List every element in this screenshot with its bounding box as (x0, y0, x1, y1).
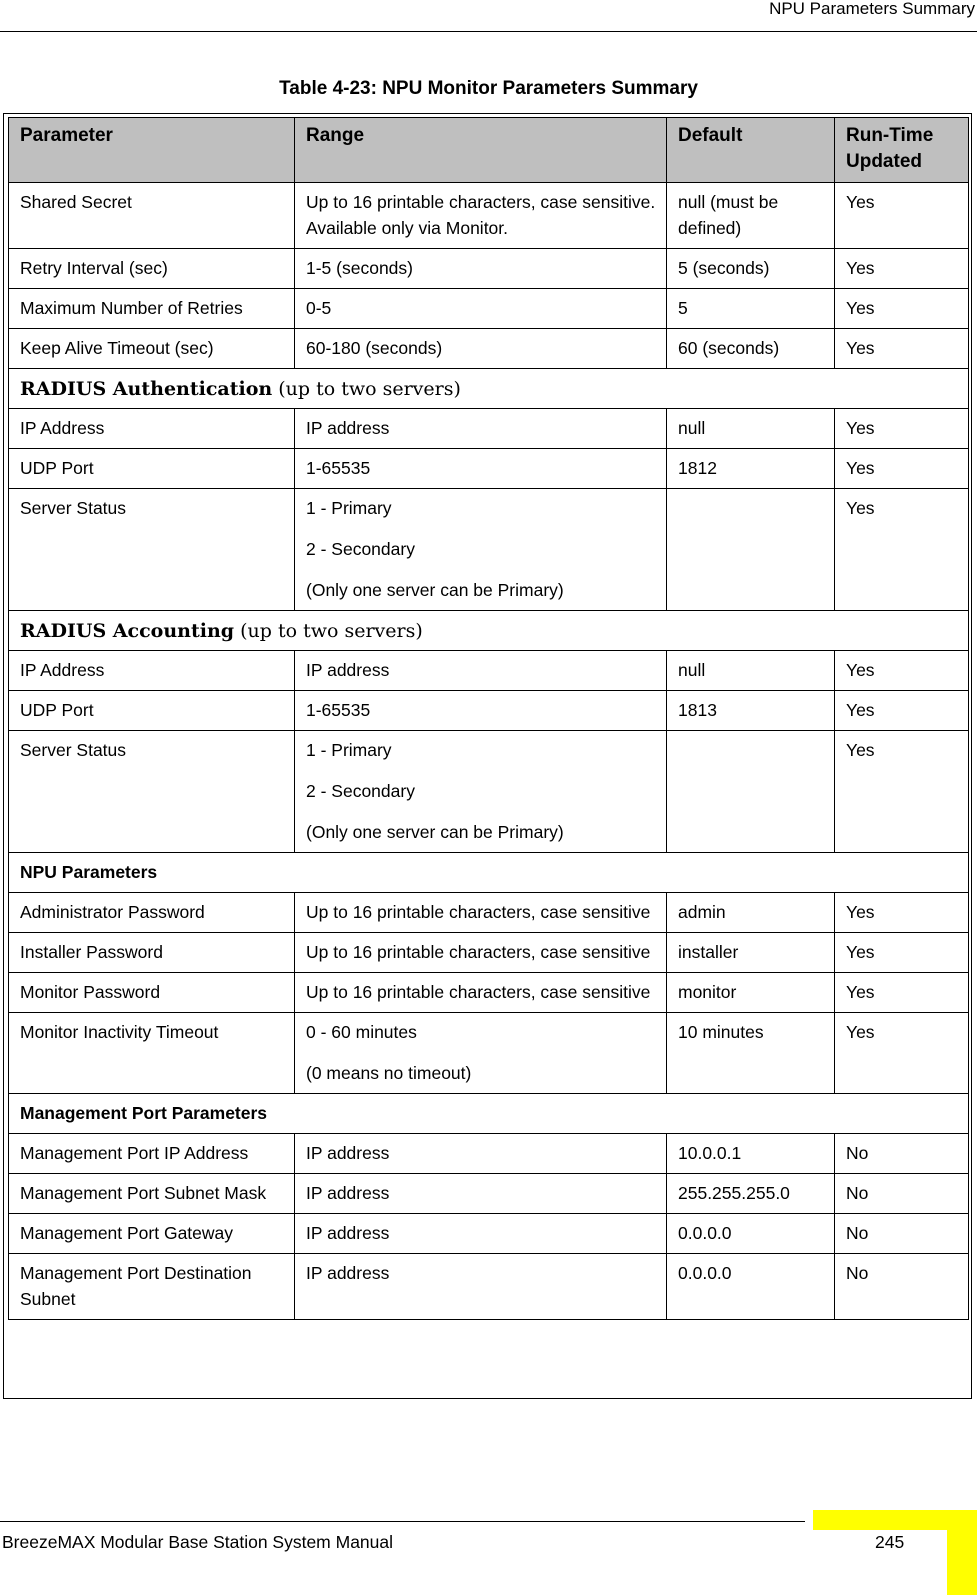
cell-default: 10.0.0.1 (667, 1134, 835, 1174)
table-row (9, 1013, 969, 1094)
cell-default: null (667, 409, 835, 449)
range-line: Up to 16 printable characters, case sensitive (306, 902, 651, 922)
table-row (9, 731, 969, 853)
range-line: 60-180 (seconds) (306, 338, 443, 358)
range-line: IP address (306, 1143, 390, 1163)
cell-default: 255.255.255.0 (667, 1174, 835, 1214)
cell-range (295, 1254, 667, 1320)
range-line: Up to 16 printable characters, case sensitive. Available only via Monitor. (306, 192, 656, 238)
cell-range (295, 183, 667, 249)
section-title: Management Port Parameters (20, 1103, 268, 1123)
cell-runtime-updated: Yes (835, 893, 969, 933)
cell-parameter: IP Address (9, 651, 295, 691)
cell-default: 1813 (667, 691, 835, 731)
table-row (9, 651, 969, 691)
cell-runtime-updated: Yes (835, 289, 969, 329)
range-line: 1-5 (seconds) (306, 258, 413, 278)
range-line: (0 means no timeout) (306, 1063, 472, 1083)
table-row (9, 1174, 969, 1214)
range-line: IP address (306, 660, 390, 680)
cell-runtime-updated: Yes (835, 489, 969, 611)
column-header-range: Range (295, 118, 667, 183)
cell-parameter: Shared Secret (9, 183, 295, 249)
cell-default: monitor (667, 973, 835, 1013)
footer-rule (0, 1521, 805, 1522)
cell-range (295, 289, 667, 329)
cell-range (295, 449, 667, 489)
cell-parameter: UDP Port (9, 449, 295, 489)
section-title: NPU Parameters (20, 862, 158, 882)
cell-default (667, 731, 835, 853)
range-line: IP address (306, 1223, 390, 1243)
range-line: IP address (306, 1183, 390, 1203)
section-title-cell (9, 369, 969, 409)
cell-default: 60 (seconds) (667, 329, 835, 369)
range-line: 2 - Secondary (306, 539, 415, 559)
section-note: (up to two servers) (272, 378, 461, 400)
cell-range (295, 1013, 667, 1094)
range-line: 1 - Primary (306, 740, 392, 760)
section-row (9, 369, 969, 409)
range-line: 0-5 (306, 298, 332, 318)
footer-manual-title: BreezeMAX Modular Base Station System Manual (2, 1532, 394, 1552)
cell-runtime-updated: Yes (835, 1013, 969, 1094)
range-line: 0 - 60 minutes (306, 1022, 417, 1042)
table-body (9, 183, 969, 1320)
table-row (9, 691, 969, 731)
column-header-parameter: Parameter (9, 118, 295, 183)
cell-parameter: Monitor Password (9, 973, 295, 1013)
cell-runtime-updated: Yes (835, 409, 969, 449)
cell-parameter: Administrator Password (9, 893, 295, 933)
range-line: IP address (306, 1263, 390, 1283)
cell-runtime-updated: Yes (835, 651, 969, 691)
cell-runtime-updated: No (835, 1134, 969, 1174)
section-title-cell (9, 611, 969, 651)
cell-parameter: Management Port Destination Subnet (9, 1254, 295, 1320)
cell-default: admin (667, 893, 835, 933)
section-row (9, 853, 969, 893)
cell-range (295, 1214, 667, 1254)
cell-parameter: Server Status (9, 489, 295, 611)
cell-runtime-updated: Yes (835, 249, 969, 289)
section-title-cell (9, 853, 969, 893)
header-rule (0, 31, 977, 32)
range-line: 1 - Primary (306, 498, 392, 518)
cell-default: 0.0.0.0 (667, 1254, 835, 1320)
column-header-runtime-updated: Run-Time Updated (835, 118, 969, 183)
cell-runtime-updated: Yes (835, 449, 969, 489)
table-row (9, 1134, 969, 1174)
column-header-default: Default (667, 118, 835, 183)
cell-parameter: Server Status (9, 731, 295, 853)
table-caption: Table 4-23: NPU Monitor Parameters Summary (279, 78, 698, 99)
range-line: (Only one server can be Primary) (306, 580, 564, 600)
table-row (9, 449, 969, 489)
page-number: 245 (875, 1532, 905, 1552)
table-row (9, 973, 969, 1013)
table-row (9, 289, 969, 329)
range-line: 1-65535 (306, 700, 371, 720)
table-row (9, 329, 969, 369)
cell-runtime-updated: No (835, 1174, 969, 1214)
section-row (9, 611, 969, 651)
table-row (9, 1214, 969, 1254)
section-title: RADIUS Accounting (20, 620, 235, 642)
parameters-table (8, 117, 969, 1320)
cell-range (295, 973, 667, 1013)
table-row (9, 249, 969, 289)
cell-range (295, 249, 667, 289)
cell-runtime-updated: No (835, 1254, 969, 1320)
cell-parameter: Keep Alive Timeout (sec) (9, 329, 295, 369)
cell-default: 10 minutes (667, 1013, 835, 1094)
cell-default (667, 489, 835, 611)
cell-default: null (must be defined) (667, 183, 835, 249)
cell-parameter: Management Port IP Address (9, 1134, 295, 1174)
range-line: IP address (306, 418, 390, 438)
running-header-title: NPU Parameters Summary (769, 0, 975, 18)
range-line: (Only one server can be Primary) (306, 822, 564, 842)
cell-parameter: Monitor Inactivity Timeout (9, 1013, 295, 1094)
cell-range (295, 731, 667, 853)
cell-default: installer (667, 933, 835, 973)
section-row (9, 1094, 969, 1134)
cell-range (295, 691, 667, 731)
cell-range (295, 933, 667, 973)
cell-range (295, 329, 667, 369)
cell-range (295, 651, 667, 691)
page-corner-tab (813, 1510, 977, 1595)
cell-range (295, 1134, 667, 1174)
cell-default: null (667, 651, 835, 691)
cell-default: 5 (667, 289, 835, 329)
cell-parameter: Management Port Subnet Mask (9, 1174, 295, 1214)
table-row (9, 409, 969, 449)
section-title: RADIUS Authentication (20, 378, 273, 400)
section-note: (up to two servers) (234, 620, 423, 642)
cell-runtime-updated: Yes (835, 933, 969, 973)
section-title-cell (9, 1094, 969, 1134)
cell-range (295, 1174, 667, 1214)
cell-runtime-updated: Yes (835, 329, 969, 369)
cell-parameter: IP Address (9, 409, 295, 449)
table-row (9, 893, 969, 933)
cell-parameter: Installer Password (9, 933, 295, 973)
range-line: Up to 16 printable characters, case sensitive (306, 942, 651, 962)
table-header-row (9, 118, 969, 183)
cell-default: 5 (seconds) (667, 249, 835, 289)
cell-runtime-updated: Yes (835, 973, 969, 1013)
cell-runtime-updated: Yes (835, 731, 969, 853)
cell-parameter: Maximum Number of Retries (9, 289, 295, 329)
cell-range (295, 409, 667, 449)
table-row (9, 933, 969, 973)
cell-range (295, 489, 667, 611)
cell-runtime-updated: No (835, 1214, 969, 1254)
cell-runtime-updated: Yes (835, 183, 969, 249)
cell-parameter: Management Port Gateway (9, 1214, 295, 1254)
range-line: 2 - Secondary (306, 781, 415, 801)
table-row (9, 1254, 969, 1320)
cell-default: 0.0.0.0 (667, 1214, 835, 1254)
table-row (9, 489, 969, 611)
table-row (9, 183, 969, 249)
range-line: Up to 16 printable characters, case sensitive (306, 982, 651, 1002)
cell-default: 1812 (667, 449, 835, 489)
cell-parameter: UDP Port (9, 691, 295, 731)
cell-range (295, 893, 667, 933)
cell-parameter: Retry Interval (sec) (9, 249, 295, 289)
range-line: 1-65535 (306, 458, 371, 478)
cell-runtime-updated: Yes (835, 691, 969, 731)
